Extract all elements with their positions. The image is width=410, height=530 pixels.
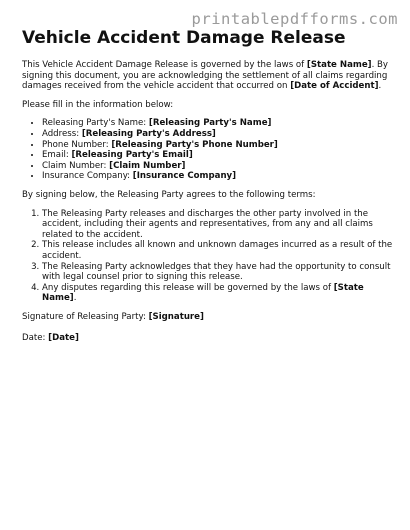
info-fields-list bbox=[22, 118, 394, 182]
date-placeholder: [Date] bbox=[48, 333, 79, 344]
field-name bbox=[42, 118, 394, 129]
watermark: printablepdfforms.com bbox=[191, 10, 398, 28]
field-value: [Claim Number] bbox=[109, 160, 186, 171]
signature-placeholder: [Signature] bbox=[148, 311, 204, 322]
fill-prompt: Please fill in the information below: bbox=[22, 99, 174, 110]
field-claim-number bbox=[42, 161, 394, 172]
term-text: . bbox=[73, 293, 77, 304]
field-label: Releasing Party's Name: bbox=[42, 118, 149, 129]
date-label: Date: bbox=[22, 333, 49, 344]
field-value: [Insurance Company] bbox=[132, 171, 237, 182]
intro-text-3: . bbox=[378, 81, 382, 92]
field-label: Insurance Company: bbox=[42, 171, 133, 182]
field-label: Claim Number: bbox=[42, 160, 110, 171]
field-label: Address: bbox=[42, 128, 82, 139]
term-item bbox=[42, 283, 394, 304]
signature-line bbox=[22, 312, 394, 323]
accident-date-placeholder: [Date of Accident] bbox=[290, 81, 379, 92]
field-label: Email: bbox=[42, 150, 72, 161]
intro-text-2: . By signing this document, you are acknowledging the settlement of all claims regarding damages received from the vehicle accident that occurred on bbox=[22, 60, 389, 92]
field-address bbox=[42, 129, 394, 140]
field-insurance-company bbox=[42, 171, 394, 182]
terms-intro: By signing below, the Releasing Party agrees to the following terms: bbox=[22, 189, 316, 200]
field-value: [Releasing Party's Phone Number] bbox=[111, 139, 278, 150]
terms-list bbox=[22, 209, 394, 304]
field-value: [Releasing Party's Address] bbox=[81, 128, 216, 139]
field-email bbox=[42, 150, 394, 161]
state-name-placeholder: [State Name] bbox=[306, 60, 372, 70]
field-phone bbox=[42, 140, 394, 151]
field-value: [Releasing Party's Name] bbox=[148, 118, 272, 129]
field-label: Phone Number: bbox=[42, 139, 112, 150]
term-item: 3. The Releasing Party acknowledges that they have had the opportunity to consult with legal counsel prior to signing this release. bbox=[42, 262, 394, 283]
document-title: Vehicle Accident Damage Release bbox=[22, 28, 346, 48]
term-item: 2. This release includes all known and unknown damages incurred as a result of the accident. bbox=[42, 240, 394, 261]
date-line bbox=[22, 333, 394, 344]
term-item: 1. The Releasing Party releases and discharges the other party involved in the accident, including their agents and representatives, from any and all claims related to the accident. bbox=[42, 209, 394, 241]
intro-text-1: This Vehicle Accident Damage Release is governed by the laws of bbox=[22, 60, 307, 70]
signature-label: Signature of Releasing Party: bbox=[22, 311, 149, 322]
document-page bbox=[22, 28, 394, 352]
term-text: Any disputes regarding this release will be governed by the laws of bbox=[42, 282, 334, 293]
state-name-placeholder: [State Name] bbox=[42, 282, 364, 304]
intro-paragraph bbox=[22, 60, 394, 92]
field-value: [Releasing Party's Email] bbox=[71, 150, 193, 161]
